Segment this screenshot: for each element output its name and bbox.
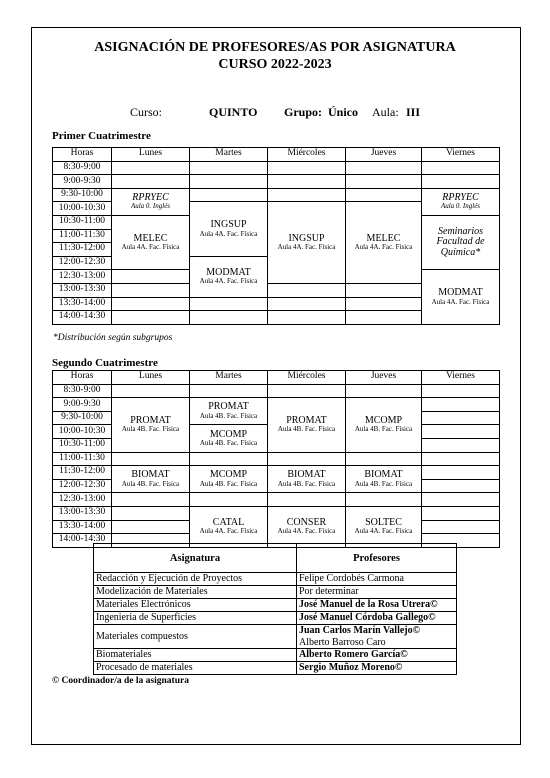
room-label: Aula 4A. Fac. Física [199,277,258,286]
subject-name: Redacción y Ejecución de Proyectos [94,573,297,586]
header-horas: Horas [53,371,112,385]
class-modmat-miercoles [422,270,500,324]
subject-code: MCOMP [209,469,248,481]
empty-cell [112,493,190,507]
empty-cell [190,161,268,175]
empty-cell [112,297,190,311]
room-label: Aula 4B. Fac. Física [121,425,180,434]
empty-cell [112,175,190,189]
room-label: Aula 4B. Fac. Física [354,425,413,434]
room-label: Aula 4B. Fac. Física [277,425,336,434]
empty-cell [422,425,500,439]
header-miercoles: Miércoles [268,148,346,162]
class-biomat-jueves [346,466,422,493]
table-row [94,649,457,662]
empty-cell [422,479,500,493]
class-seminarios-viernes [422,215,500,269]
hour-cell: 11:30-12:00 [53,243,112,257]
empty-cell [422,384,500,398]
hour-cell: 12:00-12:30 [53,479,112,493]
empty-cell [422,466,500,480]
second-semester-table [52,370,500,548]
grupo-label: Grupo: [284,105,323,119]
empty-cell [422,411,500,425]
room-label: Aula 4A. Fac. Física [199,527,258,536]
header-lunes: Lunes [112,371,190,385]
empty-cell [346,452,422,466]
room-label: Aula 4B. Fac. Física [354,479,413,488]
empty-cell [422,506,500,520]
seminar-line: Seminarios [438,225,483,237]
class-melec-jueves [346,202,422,284]
hour-cell: 10:00-10:30 [53,425,112,439]
class-mcomp-jueves [346,398,422,452]
subject-code: CONSER [286,516,327,528]
empty-cell [346,311,422,325]
empty-cell [346,161,422,175]
class-promat-miercoles [268,398,346,452]
hour-cell: 12:30-13:00 [53,493,112,507]
subject-name: Materiales compuestos [94,625,297,649]
first-semester-title: Primer Cuatrimestre [52,130,151,142]
teacher-name: Por determinar [297,586,457,599]
room-label: Aula 4B. Fac. Física [277,479,336,488]
subject-code: MODMAT [438,287,483,299]
header-jueves: Jueves [346,371,422,385]
room-label: Aula 4A. Fac. Física [277,527,336,536]
empty-cell [422,493,500,507]
table-row [94,662,457,675]
hour-cell: 9:00-9:30 [53,398,112,412]
empty-cell [112,311,190,325]
class-promat-martes [190,398,268,425]
subject-code: PROMAT [208,401,249,413]
empty-cell [268,175,346,189]
header-viernes: Viernes [422,148,500,162]
page-title: ASIGNACIÓN DE PROFESORES/AS POR ASIGNATURA [94,40,456,55]
table-row [94,599,457,612]
class-rpryec-viernes [422,188,500,215]
hour-cell: 13:30-14:00 [53,297,112,311]
room-label: Aula 0. Inglés [130,202,171,211]
subject-code: MELEC [133,232,168,244]
curso-value: QUINTO [209,105,258,119]
room-label: Aula 4A. Fac. Física [121,243,180,252]
subject-code: BIOMAT [131,469,170,481]
subject-name: Modelización de Materiales [94,586,297,599]
table-row [94,573,457,586]
header-jueves: Jueves [346,148,422,162]
empty-cell [190,384,268,398]
empty-cell [190,493,268,507]
empty-cell [268,452,346,466]
page-subtitle: CURSO 2022-2023 [218,57,332,72]
class-biomat-lunes [112,466,190,493]
hour-cell: 10:00-10:30 [53,202,112,216]
header-viernes: Viernes [422,371,500,385]
subject-name: Biomateriales [94,649,297,662]
hour-cell: 10:30-11:00 [53,438,112,452]
empty-cell [112,520,190,534]
empty-cell [268,311,346,325]
aula-label: Aula: [372,105,399,119]
empty-cell [112,384,190,398]
empty-cell [268,493,346,507]
empty-cell [422,161,500,175]
class-rpryec-lunes [112,188,190,215]
empty-cell [346,283,422,297]
hour-cell: 8:30-9:00 [53,384,112,398]
class-biomat-miercoles [268,466,346,493]
hour-cell: 10:30-11:00 [53,215,112,229]
second-semester-title: Segundo Cuatrimestre [52,357,158,369]
empty-cell [346,175,422,189]
subject-code: MCOMP [364,414,403,426]
room-label: Aula 4B. Fac. Física [121,479,180,488]
subject-code: CATAL [212,516,245,528]
teacher-name: Sergio Muñoz Moreno© [297,662,457,675]
header-profesores: Profesores [297,544,457,573]
empty-cell [112,506,190,520]
hour-cell: 14:00-14:30 [53,311,112,325]
class-ingsup-miercoles [268,202,346,284]
table-row [94,625,457,649]
room-label: Aula 4A. Fac. Física [277,243,336,252]
empty-cell [190,175,268,189]
empty-cell [190,311,268,325]
subject-name: Ingenieria de Superficies [94,612,297,625]
subject-name: Materiales Electrónicos [94,599,297,612]
subject-code: SOLTEC [365,516,402,528]
room-label: Aula 4A. Fac. Física [354,527,413,536]
hour-cell: 11:00-11:30 [53,229,112,243]
subject-name: Procesado de materiales [94,662,297,675]
hour-cell: 13:30-14:00 [53,520,112,534]
hour-cell: 11:30-12:00 [53,466,112,480]
hour-cell: 13:00-13:30 [53,283,112,297]
teacher-name: Alberto Barroso Caro [299,636,386,648]
teacher-name: José Manuel de la Rosa Utrera© [297,599,457,612]
subject-code: PROMAT [286,414,327,426]
empty-cell [268,161,346,175]
class-ingsup-martes [190,202,268,256]
empty-cell [422,398,500,412]
empty-cell [268,384,346,398]
empty-cell [112,283,190,297]
subject-code: PROMAT [130,414,171,426]
empty-cell [268,283,346,297]
table-row [94,586,457,599]
empty-cell [112,452,190,466]
subgroup-note: *Distribución según subgrupos [53,333,173,343]
professors-table [93,543,457,675]
empty-cell [190,297,268,311]
seminar-line: Química* [440,246,481,258]
teacher-name: Felipe Cordobés Carmona [297,573,457,586]
empty-cell [112,161,190,175]
header-martes: Martes [190,371,268,385]
subject-code: BIOMAT [364,469,403,481]
empty-cell [268,188,346,202]
class-mcomp-martes-2 [190,466,268,493]
header-asignatura: Asignatura [94,544,297,573]
hour-cell: 9:30-10:00 [53,411,112,425]
empty-cell [422,438,500,452]
subject-code: RPRYEC [132,191,169,203]
empty-cell [346,188,422,202]
room-label: Aula 4B. Fac. Física [199,439,258,448]
hour-cell: 13:00-13:30 [53,506,112,520]
aula-value: III [406,105,421,119]
hour-cell: 8:30-9:00 [53,161,112,175]
subject-code: MELEC [366,232,401,244]
empty-cell [346,384,422,398]
table-row [94,612,457,625]
class-catal-martes [190,506,268,547]
class-modmat-martes [190,256,268,297]
hour-cell: 9:00-9:30 [53,175,112,189]
coordinator-footnote: © Coordinador/a de la asignatura [52,676,189,686]
class-conser-miercoles [268,506,346,547]
header-lunes: Lunes [112,148,190,162]
empty-cell [422,520,500,534]
subject-code: INGSUP [288,232,325,244]
class-mcomp-martes [190,425,268,452]
room-label: Aula 4B. Fac. Física [199,411,258,420]
empty-cell [112,270,190,284]
teacher-cell [297,625,457,649]
room-label: Aula 0. Inglés [440,202,481,211]
room-label: Aula 4A. Fac. Física [199,229,258,238]
hour-cell: 12:30-13:00 [53,270,112,284]
empty-cell [268,297,346,311]
teacher-name: Alberto Romero García© [297,649,457,662]
empty-cell [422,175,500,189]
subject-code: MCOMP [209,428,248,440]
class-soltec-jueves [346,506,422,547]
teacher-name: José Manuel Córdoba Gallego© [297,612,457,625]
subject-code: INGSUP [210,219,247,231]
room-label: Aula 4A. Fac. Física [354,243,413,252]
subject-code: RPRYEC [442,191,479,203]
hour-cell: 14:00-14:30 [53,534,112,548]
hour-cell: 12:00-12:30 [53,256,112,270]
subject-code: BIOMAT [287,469,326,481]
header-horas: Horas [53,148,112,162]
subject-code: MODMAT [206,266,251,278]
teacher-name: Juan Carlos Marín Vallejo© [299,625,421,636]
empty-cell [346,493,422,507]
empty-cell [190,452,268,466]
room-label: Aula 4A. Fac. Física [431,297,490,306]
empty-cell [190,188,268,202]
class-melec-lunes [112,215,190,269]
header-martes: Martes [190,148,268,162]
empty-cell [422,452,500,466]
first-semester-table [52,147,500,325]
empty-cell [346,297,422,311]
grupo-value: Único [328,105,358,119]
hour-cell: 9:30-10:00 [53,188,112,202]
header-miercoles: Miércoles [268,371,346,385]
curso-label: Curso: [130,105,163,119]
hour-cell: 11:00-11:30 [53,452,112,466]
class-promat-lunes [112,398,190,452]
seminar-line: Facultad de [436,236,485,248]
room-label: Aula 4B. Fac. Física [199,479,258,488]
